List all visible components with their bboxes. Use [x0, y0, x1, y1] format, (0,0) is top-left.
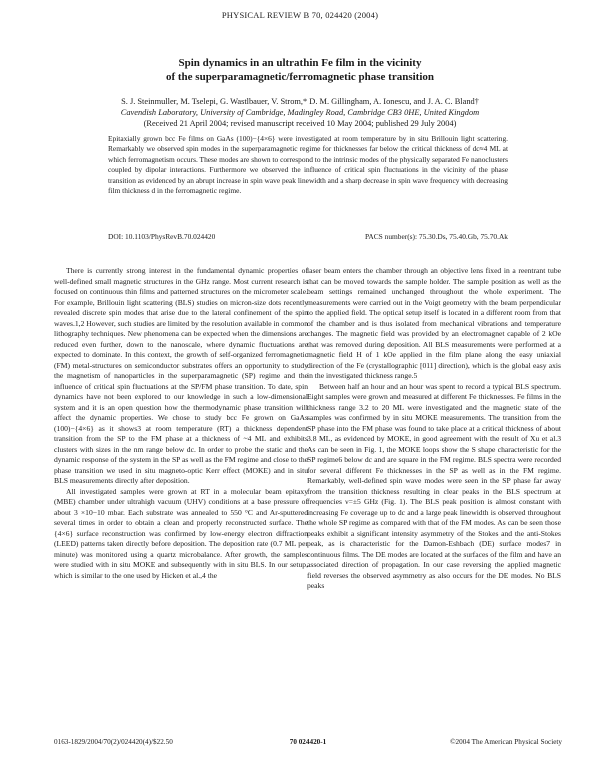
footer-copyright: ©2004 The American Physical Society	[450, 738, 562, 746]
author-block	[40, 96, 560, 129]
received-dates: (Received 21 April 2004; revised manuscript received 10 May 2004; published 29 July 2004)	[143, 119, 457, 128]
journal-header: PHYSICAL REVIEW B 70, 024420 (2004)	[221, 10, 379, 20]
title-line-2: of the superparamagnetic/ferromagnetic phase transition	[165, 71, 435, 83]
author-names: S. J. Steinmuller, M. Tselepi, G. Wastlbauer, V. Strom,* D. M. Gillingham, A. Ionescu, and J. A. C. Bland†	[121, 97, 479, 106]
doi: DOI: 10.1103/PhysRevB.70.024420	[108, 232, 216, 241]
abstract: Epitaxially grown bcc Fe films on GaAs (100)−{4×6} were investigated at room temperature by in situ Brillouin light scattering. Remarkably we observed spin modes in the superparamagnetic regime for thicknesses far below the critical thickness of dc≈4 ML at which ferromagnetism occurs. These modes are shown to correspond to the intrinsic modes of the physically separated Fe nanoclusters coupled by dipolar interactions. Furthermore we observed the influence of critical spin fluctuations in the vicinity of the phase transition as evidenced by an abrupt increase in spin wave peak linewidth and a sharp decrease in spin wave frequency with decreasing film thickness d in the ferromagnetic regime.	[108, 134, 508, 196]
doi-pacs-line	[108, 232, 508, 241]
pacs-numbers: PACS number(s): 75.30.Ds, 75.40.Gb, 75.70.Ak	[364, 232, 508, 241]
page-footer	[54, 738, 562, 748]
left-paragraph-2: All investigated samples were grown at RT in a molecular beam epitaxy (MBE) chamber under ultrahigh vacuum (UHV) conditions at a base pressure of about 3 ×10−10 mbar. Each substrate was annealed to 550 °C and Ar-sputtered several times in order to obtain a clean and properly reconstructed surface. The {4×6} surface reconstruction was confirmed by low-energy electron diffraction (LEED) patterns taken directly before deposition. The deposition rate (0.7 ML per minute) was monitored using a quartz microbalance. After growth, the samples were studied with in situ MOKE and subsequently with in situ BLS. In our setup, which is similar to the one used by Hicken et al.,4 the	[54, 486, 308, 580]
footer-issn: 0163-1829/2004/70(2)/024420(4)/$22.50	[54, 738, 173, 746]
right-column	[307, 266, 561, 592]
affiliation: Cavendish Laboratory, University of Cambridge, Madingley Road, Cambridge CB3 0HE, United Kingdom	[120, 108, 480, 117]
left-column	[54, 266, 308, 581]
right-paragraph-1: laser beam enters the chamber through an objective lens fixed in a reentrant tube that can be moved towards the sample holder. The sample position as well as the beam settings remained unchanged throughout the whole experiment. The measurements were carried out in the Voigt geometry with the beam perpendicular to the applied field. The optical setup itself is located in a different room from that of the chamber and is thus isolated from mechanical vibrations and temperature changes. The magnetic field was provided by an electromagnet capable of 2 kOe that was removed during deposition. All BLS measurements were performed at a magnetic field H of 1 kOe applied in the film plane along the easy uniaxial direction of the Fe (crystallographic [011] direction), which is the global easy axis in the investigated thickness range.5	[307, 266, 561, 380]
left-paragraph-1: There is currently strong interest in the fundamental dynamic properties of well-defined small magnetic structures in the GHz range. Most current research is focused on continuous thin films and patterned structures on the micrometer scale. For example, Brillouin light scattering (BLS) studies on micron-size dots recently revealed discrete spin modes that arise due to the lateral confinement of the spin waves.1,2 However, such studies are limited by the resolution available in common lithography techniques. New phenomena can be expected when the dimensions are reduced even further, down to the nanoscale, where dynamic fluctuations are expected to dominate. In this context, the growth of self-organized ferromagnetic (FM) metal-structures on semiconductor substrates offers an opportunity to study the magnetism of nanoparticles in the superparamagnetic (SP) regime and the influence of critical spin fluctuations at the SP/FM phase transition. To date, spin dynamics have not been explored to our knowledge in such a low-dimensional system and it is an open question how the thermodynamic phase transition will affect the dynamic properties. We chose to study bcc Fe grown on GaAs (100)−{4×6} as it shows3 at room temperature (RT) a thickness dependent transition from the SP to the FM phase at a thickness of ~4 ML and exhibits clusters with sizes in the nm range below dc. In order to probe the static and the dynamic response of the system in the SP as well as the FM regime and close to the phase transition we used in situ magneto-optic Kerr effect (MOKE) and in situ BLS measurements directly after deposition.	[54, 266, 308, 485]
title-line-1: Spin dynamics in an ultrathin Fe film in the vicinity	[178, 57, 422, 69]
footer-page-number: 70 024420-1	[289, 738, 327, 746]
paper-title	[60, 56, 540, 84]
right-paragraph-2: Between half an hour and an hour was spent to record a typical BLS spectrum. Eight samples were grown and measured at different Fe thicknesses. Fe films in the thickness range 3.2 to 20 ML were investigated and the magnetic state of the samples was confirmed by in situ MOKE measurements. The transition from the SP phase into the FM phase was found to take place at a critical thickness of about 3.8 ML, as evidenced by MOKE, in good agreement with the result of Xu et al.3 As can be seen in Fig. 1, the MOKE loops show the S shape characteristic for the SP regime6 below dc and are square in the FM regime. BLS spectra were recorded for several different Fe thicknesses in the SP as well as in the FM regime. Remarkably, well-defined spin wave modes were seen in the SP phase far away from the transition thickness resulting in clear peaks in the BLS spectrum at frequencies ν=±5 GHz (Fig. 1). The BLS peak position is almost constant with increasing Fe coverage up to dc and a large peak linewidth is observed throughout the whole SP regime as compared with that of the FM modes. As can be seen those peaks exhibit a significant intensity asymmetry of the Stokes and the anti-Stokes peak, as is characteristic for the Damon-Eshbach (DE) surface modes7 in continuous films. The DE modes are located at the surfaces of the film and have an associated direction of propagation. In our case reversing the applied magnetic field reverses the observed asymmetry as also occurs for the DE modes. No BLS peaks	[307, 381, 561, 590]
